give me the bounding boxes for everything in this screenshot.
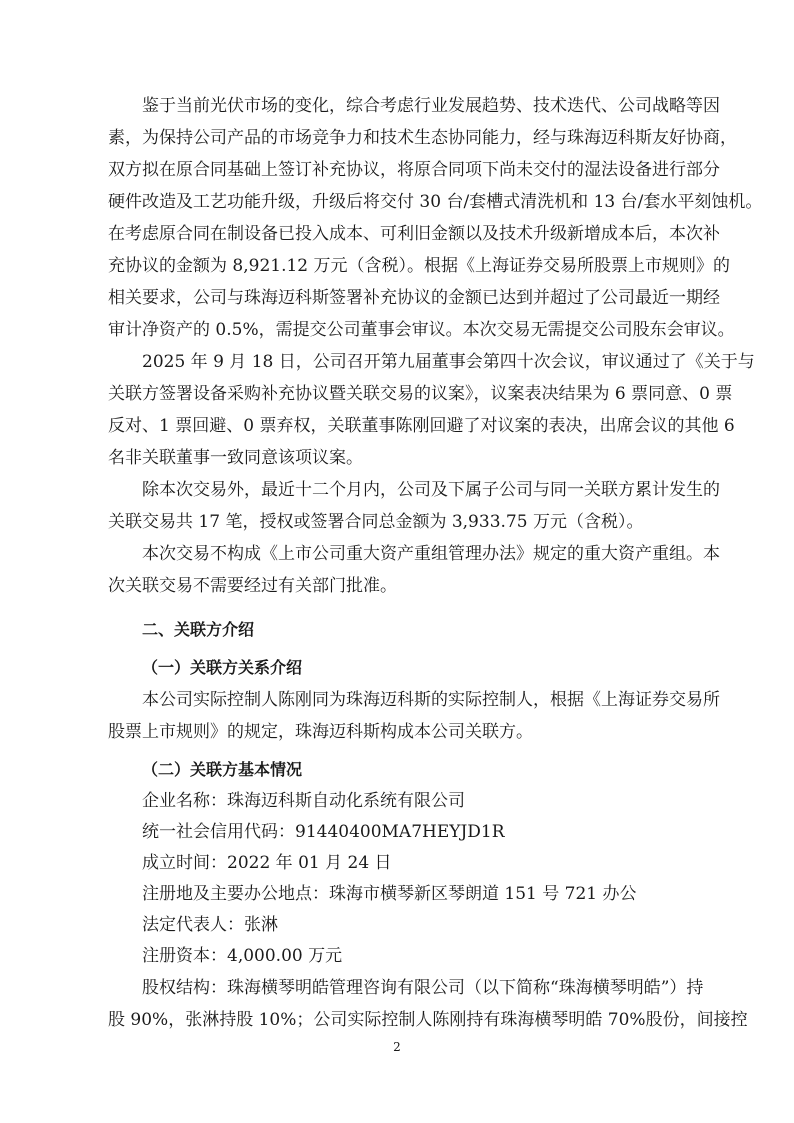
section-heading: 二、关联方介绍	[142, 620, 255, 639]
text-line: 关联交易共 17 笔，授权或签署合同总金额为 3,933.75 万元（含税）。	[108, 512, 644, 532]
paragraph-board-meeting	[108, 346, 755, 474]
subsection-heading: （二）关联方基本情况	[142, 760, 303, 779]
page-number: 2	[393, 1040, 401, 1054]
text-line: 本公司实际控制人陈刚同为珠海迈科斯的实际控制人，根据《上海证券交易所	[142, 690, 720, 710]
text-line: 相关要求，公司与珠海迈科斯签署补充协议的金额已达到并超过了公司最近一期经	[108, 288, 720, 308]
paragraph-relationship	[108, 684, 720, 748]
text-line: 素，为保持公司产品的市场竞争力和技术生态协同能力，经与珠海迈科斯友好协商，	[108, 128, 737, 148]
text-line: 双方拟在原合同基础上签订补充协议，将原合同项下尚未交付的湿法设备进行部分	[108, 160, 720, 180]
company-name: 企业名称：珠海迈科斯自动化系统有限公司	[142, 791, 465, 811]
paragraph-not-major-restructuring	[108, 538, 720, 602]
text-line: 本次交易不构成《上市公司重大资产重组管理办法》规定的重大资产重组。本	[142, 544, 720, 564]
established-date: 成立时间：2022 年 01 月 24 日	[142, 853, 392, 873]
text-line: 股票上市规则》的规定，珠海迈科斯构成本公司关联方。	[108, 722, 533, 742]
paragraph-equity-structure	[108, 972, 748, 1036]
registered-address: 注册地及主要办公地点：珠海市横琴新区琴朗道 151 号 721 办公	[142, 884, 637, 904]
paragraph-related-transactions	[108, 474, 720, 538]
text-line: 关联方签署设备采购补充协议暨关联交易的议案》，议案表决结果为 6 票同意、0 票	[108, 384, 733, 404]
text-line: 充协议的金额为 8,921.12 万元（含税）。根据《上海证券交易所股票上市规则》的	[108, 256, 731, 276]
text-line: 次关联交易不需要经过有关部门批准。	[108, 576, 397, 596]
text-line: 反对、1 票回避、0 票弃权，关联董事陈刚回避了对议案的表决，出席会议的其他 6	[108, 416, 735, 436]
text-line: 鉴于当前光伏市场的变化，综合考虑行业发展趋势、技术迭代、公司战略等因	[142, 96, 720, 116]
legal-representative: 法定代表人：张淋	[142, 915, 278, 935]
text-line: 2025 年 9 月 18 日，公司召开第九届董事会第四十次会议，审议通过了《关于与	[142, 352, 755, 372]
credit-code: 统一社会信用代码：91440400MA7HEYJD1R	[142, 822, 505, 842]
document-body	[108, 90, 763, 1036]
text-line: 审计净资产的 0.5%，需提交公司董事会审议。本次交易无需提交公司股东会审议。	[108, 320, 735, 340]
text-line: 硬件改造及工艺功能升级，升级后将交付 30 台/套槽式清洗机和 13 台/套水平刻蚀机。	[108, 192, 763, 212]
text-line: 名非关联董事一致同意该项议案。	[108, 448, 363, 468]
paragraph-supplement-agreement	[108, 90, 763, 346]
text-line: 股权结构：珠海横琴明皓管理咨询有限公司（以下简称“珠海横琴明皓”）持	[142, 978, 704, 998]
text-line: 股 90%，张淋持股 10%；公司实际控制人陈刚持有珠海横琴明皓 70%股份，间接控	[108, 1010, 748, 1030]
registered-capital: 注册资本：4,000.00 万元	[142, 946, 343, 966]
subsection-heading: （一）关联方关系介绍	[142, 658, 303, 677]
text-line: 在考虑原合同在制设备已投入成本、可利旧金额以及技术升级新增成本后，本次补	[108, 224, 720, 244]
text-line: 除本次交易外，最近十二个月内，公司及下属子公司与同一关联方累计发生的	[142, 480, 720, 500]
